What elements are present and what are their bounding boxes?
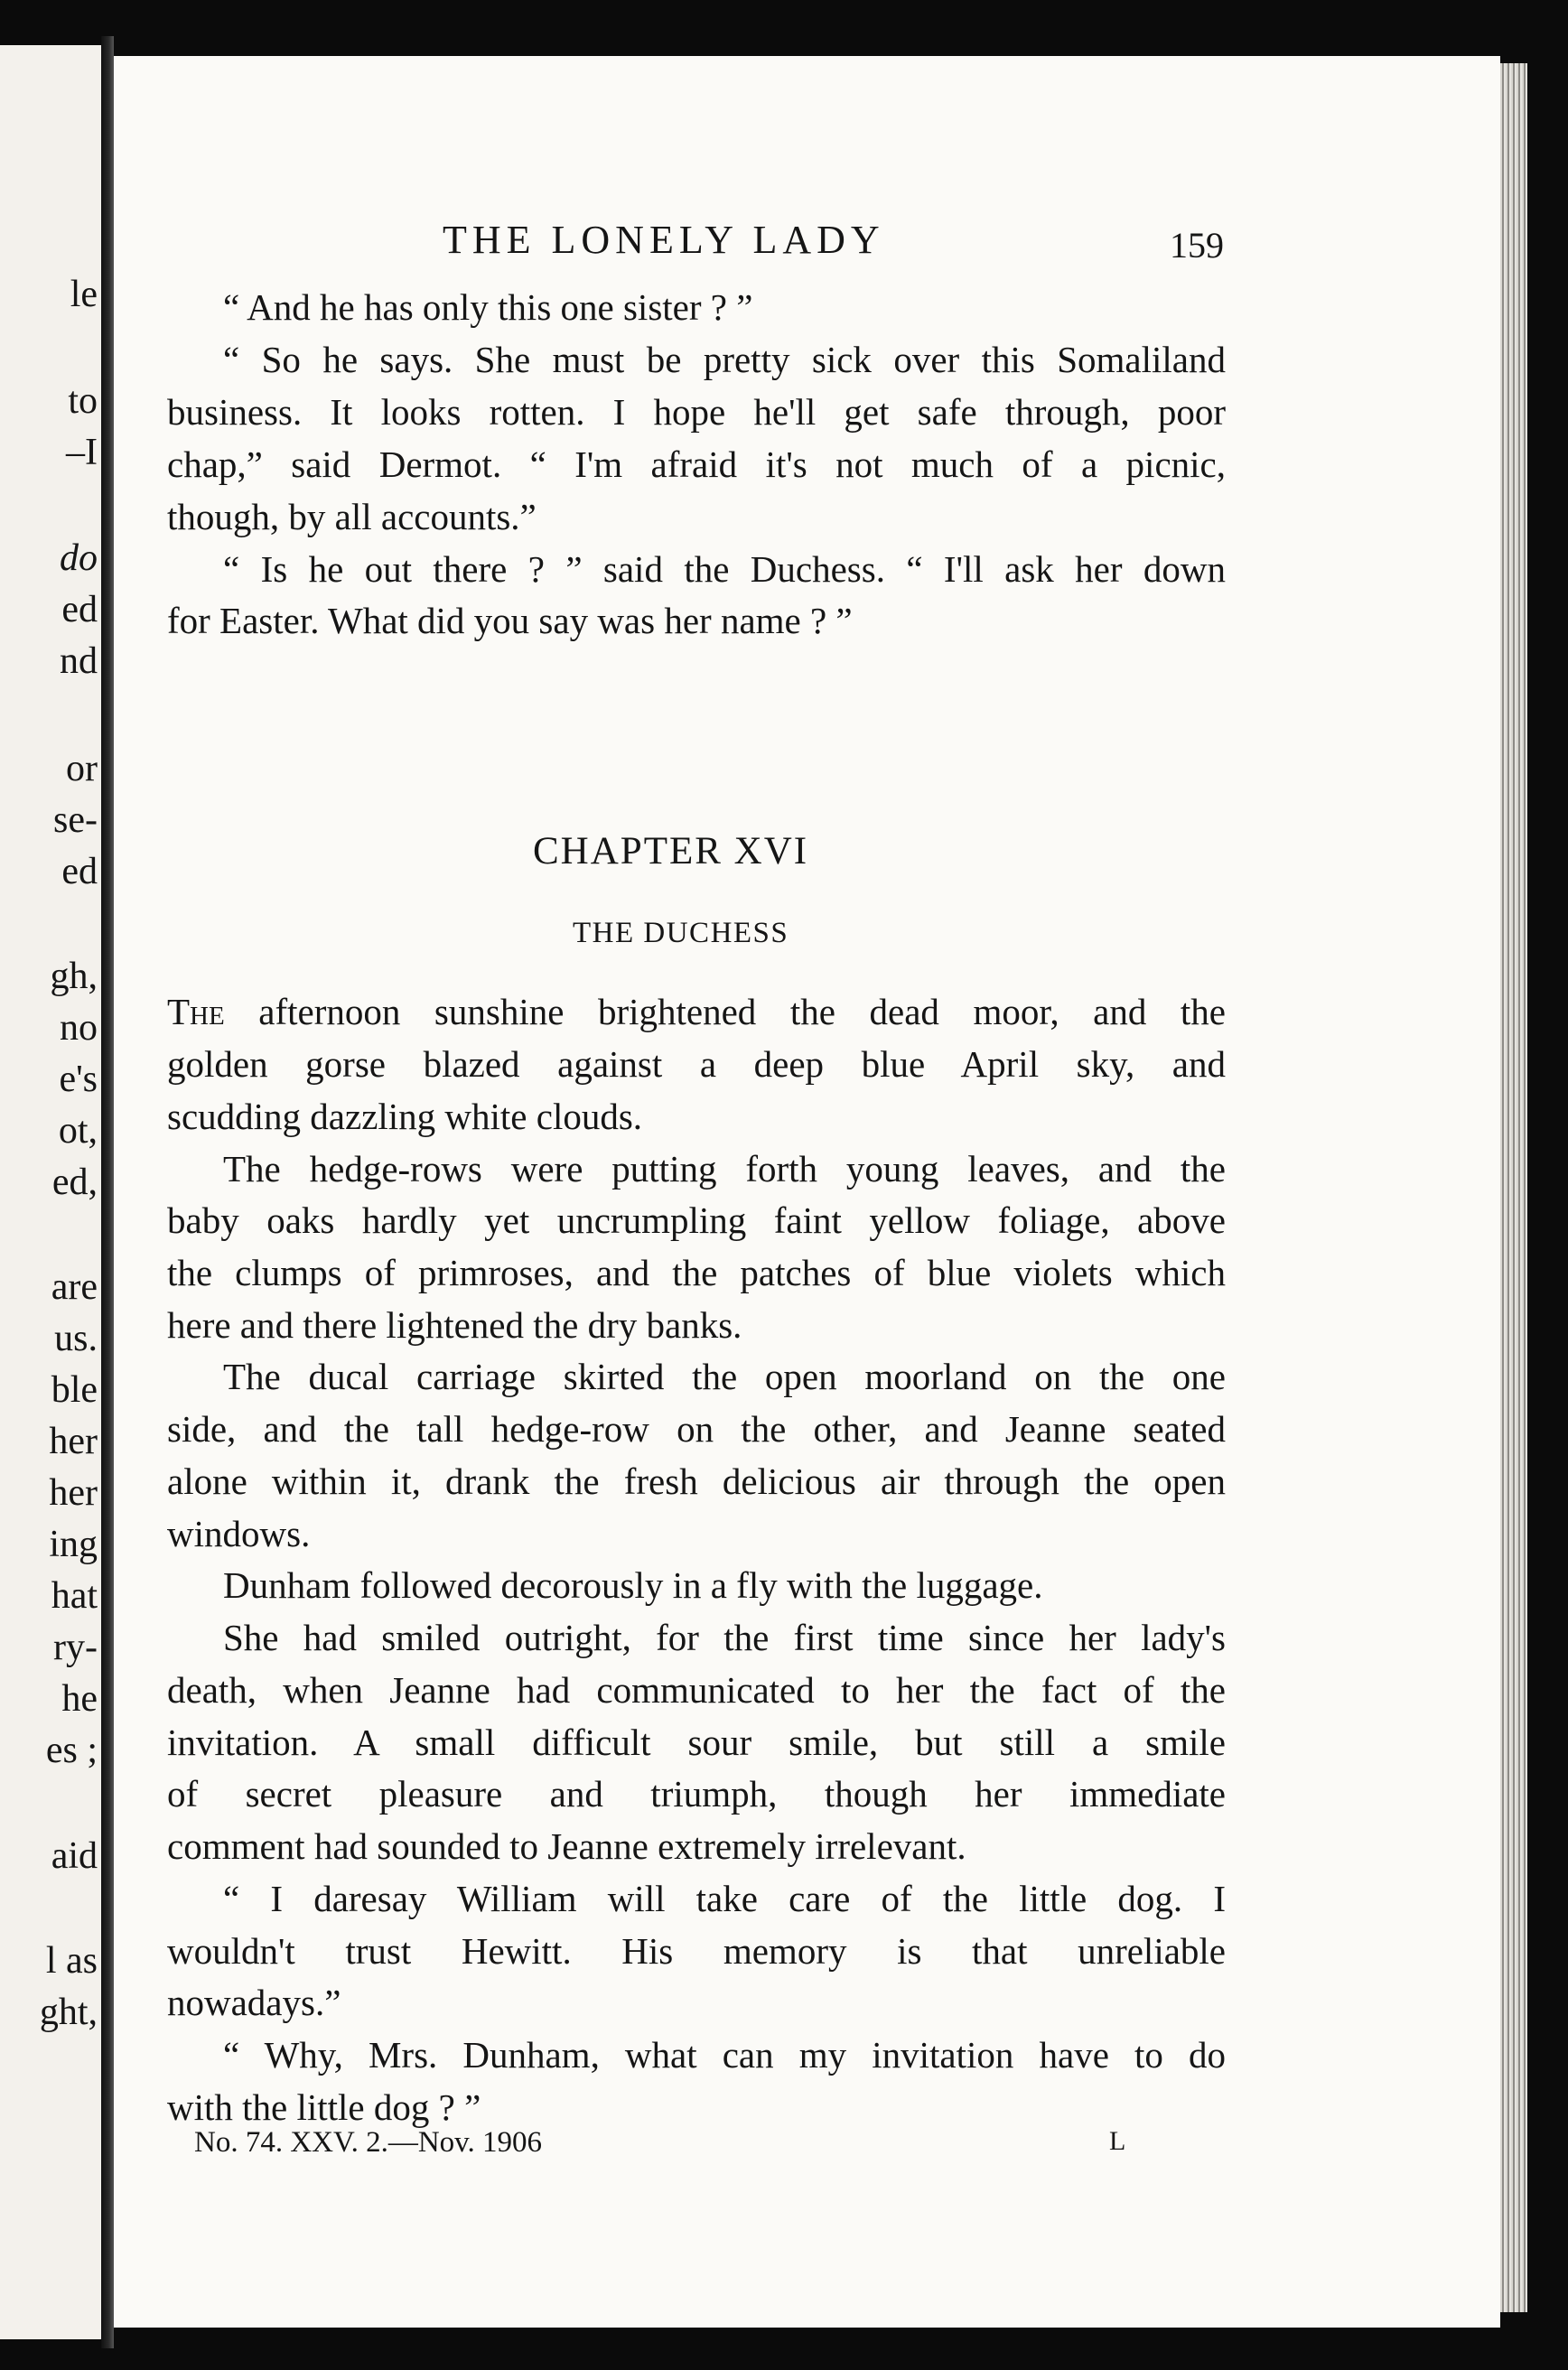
signature-mark: L <box>1109 2126 1126 2156</box>
text-line: business. It looks rotten. I hope he'll get safe through, poor <box>167 391 1226 433</box>
left-fragment: are <box>51 1266 98 1308</box>
left-fragment: ed, <box>51 1162 98 1203</box>
text-line: with the little dog ? ” <box>167 2086 481 2128</box>
left-fragment: nd <box>60 640 98 682</box>
text-line: the clumps of primroses, and the patches of blue violets which <box>167 1252 1226 1293</box>
text-line: invitation. A small difficult sour smile, but still a smile <box>167 1722 1226 1763</box>
left-fragment: aid <box>51 1835 98 1877</box>
text-line: wouldn't trust Hewitt. His memory is that unreliable <box>167 1930 1226 1972</box>
left-fragment: hat <box>51 1575 98 1617</box>
text-line: golden gorse blazed against a deep blue April sky, and <box>167 1043 1226 1085</box>
text-line: “ I daresay William will take care of the little dog. I <box>223 1878 1226 1919</box>
left-fragment: ing <box>49 1524 98 1565</box>
left-fragment: her <box>49 1421 98 1462</box>
text-line: The ducal carriage skirted the open moorland on the one <box>223 1356 1226 1397</box>
previous-page-edge <box>0 45 101 2339</box>
text-line: side, and the tall hedge-row on the other, and Jeanne seated <box>167 1408 1226 1450</box>
left-fragment: do <box>60 537 98 579</box>
left-fragment: le <box>70 274 98 315</box>
text-line: “ And he has only this one sister ? ” <box>223 286 753 328</box>
text-line: comment had sounded to Jeanne extremely irrelevant. <box>167 1825 966 1867</box>
text-line: scudding dazzling white clouds. <box>167 1096 643 1137</box>
book-gutter <box>101 36 114 2348</box>
left-fragment: no <box>60 1007 98 1049</box>
signature-line: No. 74. XXV. 2.—Nov. 1906 <box>194 2126 543 2159</box>
left-fragment: he <box>61 1678 98 1720</box>
text-line: nowadays.” <box>167 1982 341 2023</box>
left-fragment: us. <box>54 1318 98 1359</box>
text-line: “ Is he out there ? ” said the Duchess. “ I'll ask her down <box>223 548 1226 590</box>
left-fragment: or <box>66 748 98 789</box>
text-line: chap,” said Dermot. “ I'm afraid it's not much of a picnic, <box>167 443 1226 485</box>
running-header: THE LONELY LADY <box>443 218 885 262</box>
text-line: for Easter. What did you say was her name ? ” <box>167 600 853 641</box>
text-line: The hedge-rows were putting forth young leaves, and the <box>223 1148 1226 1190</box>
left-fragment: e's <box>59 1059 98 1100</box>
left-fragment: ed <box>61 589 98 630</box>
left-fragment: to <box>68 380 98 422</box>
first-word-small-caps: The <box>167 991 225 1032</box>
left-fragment: ed <box>61 851 98 892</box>
text-line: She had smiled outright, for the first time since her lady's <box>223 1617 1226 1658</box>
text-line: baby oaks hardly yet uncrumpling faint yellow foliage, above <box>167 1199 1226 1241</box>
text-line: here and there lightened the dry banks. <box>167 1304 742 1346</box>
left-fragment: ry- <box>53 1627 98 1668</box>
text-line: windows. <box>167 1513 311 1554</box>
page-number: 159 <box>1170 225 1224 266</box>
text-line: of secret pleasure and triumph, though her immediate <box>167 1773 1226 1815</box>
first-line-rest: afternoon sunshine brightened the dead moor, and the <box>224 991 1226 1032</box>
chapter-title: CHAPTER XVI <box>533 830 809 872</box>
chapter-subtitle: THE DUCHESS <box>573 917 789 949</box>
left-fragment: her <box>49 1472 98 1514</box>
text-line: “ So he says. She must be pretty sick over this Somaliland <box>223 339 1226 380</box>
text-line: though, by all accounts.” <box>167 496 537 537</box>
left-fragment: ght, <box>39 1992 98 2033</box>
left-fragment: l as <box>45 1940 98 1982</box>
text-line: death, when Jeanne had communicated to her the fact of the <box>167 1669 1226 1711</box>
left-fragment: se- <box>53 799 98 841</box>
left-fragment: gh, <box>50 956 98 997</box>
text-line: “ Why, Mrs. Dunham, what can my invitation have to do <box>223 2034 1226 2076</box>
left-fragment: ot, <box>58 1110 98 1152</box>
text-line-first <box>167 991 1226 1032</box>
text-line: alone within it, drank the fresh delicious air through the open <box>167 1460 1226 1502</box>
left-fragment: –I <box>66 432 98 473</box>
left-fragment: es ; <box>45 1730 98 1771</box>
page-edges <box>1500 63 1527 2312</box>
left-fragment: ble <box>51 1369 98 1411</box>
text-line: Dunham followed decorously in a fly with the luggage. <box>223 1564 1043 1606</box>
